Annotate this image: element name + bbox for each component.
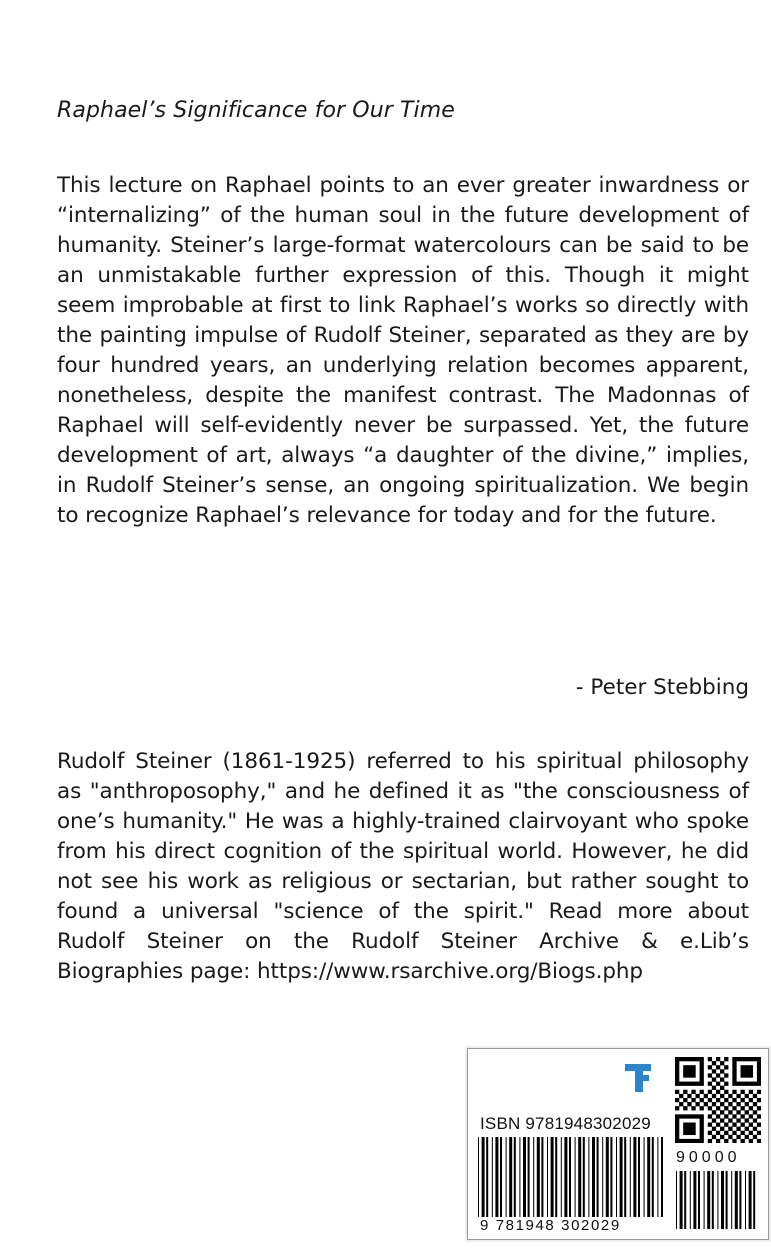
lecture-description: This lecture on Raphael points to an ever greater inwardness or “internalizing” of the human soul in the future development of humanity. Steiner’s large-format watercolours can be said to be an unmistakable further expression of this. Though it might seem improbable at first to link Raphael’s works so directly with the painting impulse of Rudolf Steiner, separated as they are by four hundred years, an underlying relation becomes apparent, nonetheless, despite the manifest contrast. The Madonnas of Raphael will self-evidently never be surpassed. Yet, the future development of art, always “a daughter of the divine,” implies, in Rudolf Steiner’s sense, an ongoing spiritualization. We begin to recognize Raphael’s relevance for today and for the future.	[57, 173, 749, 528]
steiner-biography: Rudolf Steiner (1861-1925) referred to his spiritual philosophy as "anthroposophy," and he defined it as "the consciousness of one’s humanity." He was a highly-trained clairvoyant who spoke from his direct cognition of the spiritual world. However, he did not see his work as religious or sectarian, but rather sought to found a universal "science of the spirit." Read more about Rudolf Steiner on the Rudolf Steiner Archive & e.Lib’s Biographies page: https://www.rsarchive.org/Biogs.php	[57, 749, 749, 984]
barcode-digits: 9 781948 302029	[480, 1217, 621, 1234]
addon-barcode	[676, 1171, 760, 1229]
qr-code-icon	[675, 1057, 761, 1143]
publisher-logo-icon	[623, 1061, 653, 1095]
price-code: 90000	[676, 1149, 741, 1166]
book-title: Raphael’s Significance for Our Time	[57, 98, 455, 123]
author-attribution: - Peter Stebbing	[575, 675, 749, 700]
isbn-barcode-box	[467, 1048, 769, 1240]
ean-barcode	[478, 1137, 663, 1217]
isbn-label: ISBN 9781948302029	[480, 1114, 651, 1133]
